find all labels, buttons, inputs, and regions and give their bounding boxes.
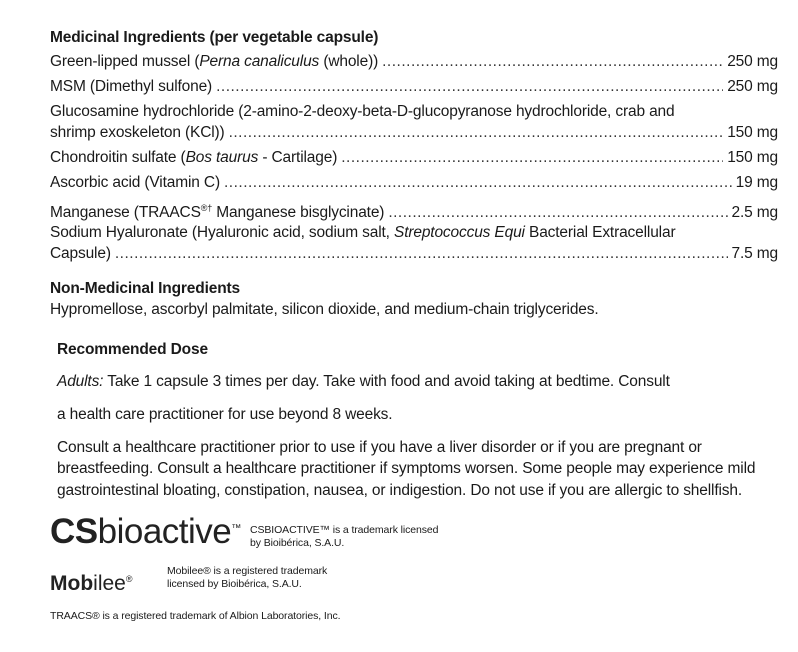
ingredient-row <box>50 77 778 97</box>
ingredient-row <box>50 244 778 264</box>
leader-dots <box>341 148 723 168</box>
non-medicinal-heading: Non-Medicinal Ingredients <box>50 280 241 297</box>
ingredient-name: Capsule) <box>50 245 111 262</box>
traacs-note: TRAACS® is a registered trademark of Albion Laboratories, Inc. <box>50 610 341 622</box>
leader-dots <box>216 77 723 97</box>
mobilee-note: licensed by Bioibérica, S.A.U. <box>167 578 302 590</box>
leader-dots <box>382 52 723 72</box>
ingredient-amount: 150 mg <box>727 124 778 141</box>
ingredient-amount: 250 mg <box>727 53 778 70</box>
ingredient-name: Manganese (TRAACS®† Manganese bisglycinate) <box>50 203 385 222</box>
leader-dots <box>388 203 727 223</box>
ingredient-name: shrimp exoskeleton (KCl)) <box>50 124 225 141</box>
ingredient-name-line1: Sodium Hyaluronate (Hyaluronic acid, sodium salt, Streptococcus Equi Bacterial Extracellular <box>50 224 676 241</box>
leader-dots <box>115 244 728 264</box>
csbioactive-note: CSBIOACTIVE™ is a trademark licensed <box>250 524 439 536</box>
ingredient-amount: 250 mg <box>727 78 778 95</box>
ingredient-row <box>50 52 778 72</box>
ingredient-row <box>50 148 778 168</box>
ingredient-name: MSM (Dimethyl sulfone) <box>50 78 213 95</box>
medicinal-heading: Medicinal Ingredients (per vegetable capsule) <box>50 29 379 46</box>
leader-dots <box>229 123 724 143</box>
dose-adults: Adults: Take 1 capsule 3 times per day. Take with food and avoid taking at bedtime. Consult <box>57 373 670 390</box>
csbioactive-logo: CSbioactive™ <box>50 512 241 551</box>
dose-line2: a health care practitioner for use beyond 8 weeks. <box>57 406 393 423</box>
warning-line: gastrointestinal bloating, constipation, nausea, or indigestion. Do not use if you are allergic to shellfish. <box>57 482 743 499</box>
ingredient-amount: 2.5 mg <box>731 204 778 222</box>
ingredient-name: Green-lipped mussel (Perna canaliculus (whole)) <box>50 53 379 70</box>
ingredient-name-line1: Glucosamine hydrochloride (2-amino-2-deoxy-beta-D-glucopyranose hydrochloride, crab and <box>50 103 675 120</box>
leader-dots <box>224 173 732 193</box>
mobilee-logo: Mobilee® <box>50 572 133 595</box>
warning-line: breastfeeding. Consult a healthcare practitioner if symptoms worsen. Some people may experience mild <box>57 460 756 477</box>
non-medicinal-text: Hypromellose, ascorbyl palmitate, silicon dioxide, and medium-chain triglycerides. <box>50 301 599 318</box>
dose-heading: Recommended Dose <box>57 341 208 358</box>
ingredient-amount: 7.5 mg <box>731 245 778 262</box>
warning-line: Consult a healthcare practitioner prior to use if you have a liver disorder or if you are pregnant or <box>57 439 702 456</box>
ingredient-name: Ascorbic acid (Vitamin C) <box>50 174 220 191</box>
ingredient-row <box>50 123 778 143</box>
mobilee-note: Mobilee® is a registered trademark <box>167 565 328 577</box>
ingredient-amount: 150 mg <box>727 149 778 166</box>
ingredient-amount: 19 mg <box>735 174 778 191</box>
csbioactive-note: by Bioibérica, S.A.U. <box>250 537 345 549</box>
ingredient-name: Chondroitin sulfate (Bos taurus - Cartilage) <box>50 149 338 166</box>
ingredient-row <box>50 173 778 193</box>
ingredient-row <box>50 198 778 223</box>
